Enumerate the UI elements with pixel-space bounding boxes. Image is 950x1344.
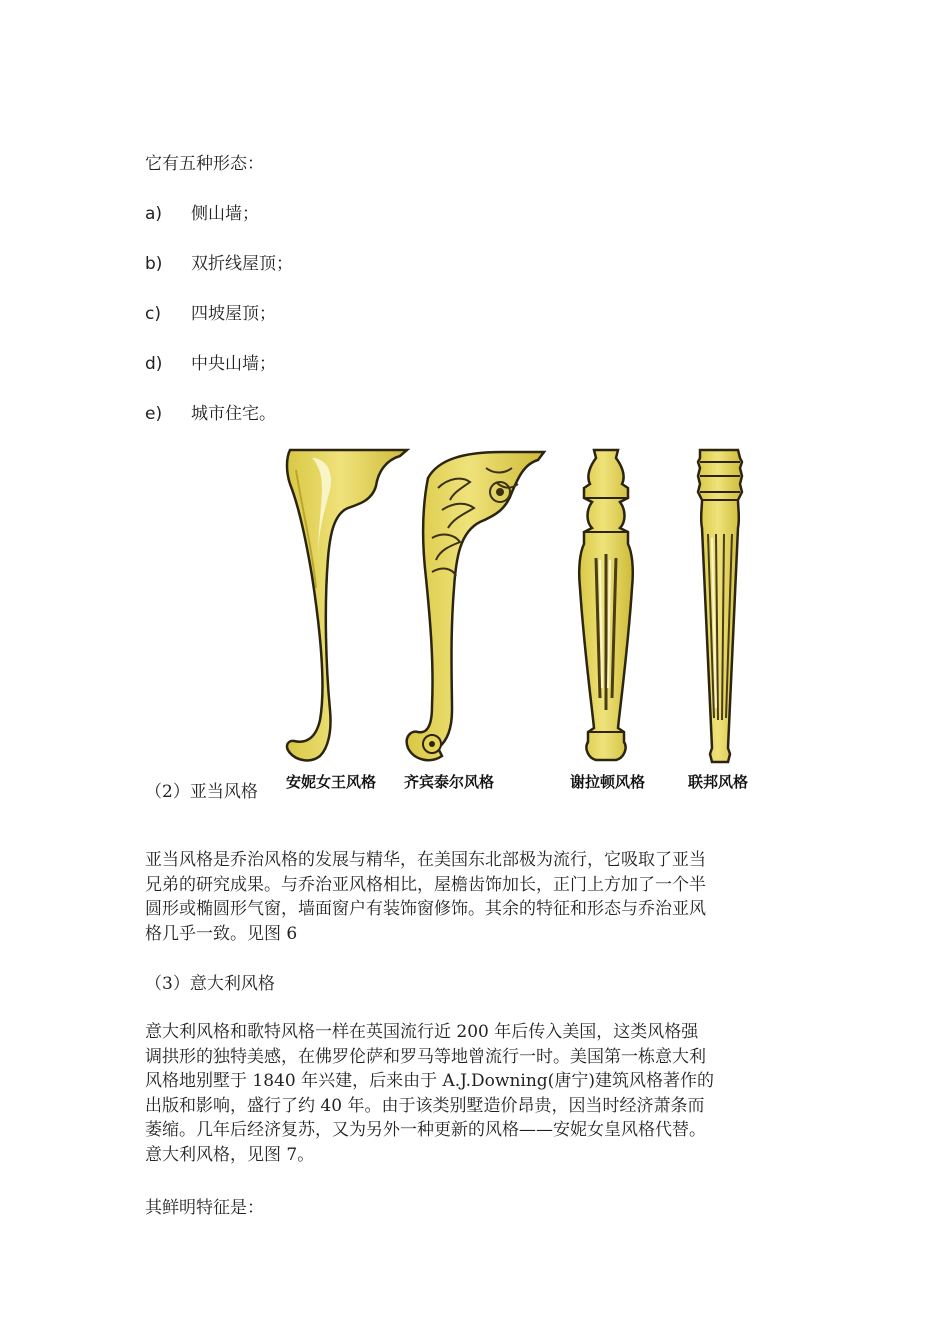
list-item-label: c) xyxy=(145,304,161,324)
list-item xyxy=(145,252,293,276)
list-item-text: 城市住宅。 xyxy=(191,404,276,424)
list-item xyxy=(145,352,276,376)
queen-anne-leg xyxy=(287,450,407,760)
paragraph-line: 兄弟的研究成果。与乔治亚风格相比，屋檐齿饰加长，正门上方加了一个半 xyxy=(145,874,706,895)
list-item-text: 四坡屋顶； xyxy=(191,304,276,324)
paragraph-line: 亚当风格是乔治风格的发展与精华，在美国东北部极为流行，它吸取了亚当 xyxy=(145,850,706,870)
caption-queen-anne: 安妮女王风格 xyxy=(286,773,377,791)
list-item-label: a) xyxy=(145,204,163,224)
caption-sheraton: 谢拉顿风格 xyxy=(570,773,646,791)
caption-federal: 联邦风格 xyxy=(688,773,749,791)
intro-text: 它有五种形态： xyxy=(145,154,264,174)
paragraph-line: 出版和影响，盛行了约 40 年。由于该类别墅造价昂贵，因当时经济萧条而 xyxy=(145,1095,705,1116)
federal-leg xyxy=(698,450,742,762)
sheraton-leg xyxy=(579,450,633,760)
paragraph-line: 意大利风格，见图 7。 xyxy=(145,1144,315,1165)
list-item-text: 中央山墙； xyxy=(191,354,276,374)
list-item-text: 双折线屋顶； xyxy=(191,254,293,274)
list-item-label: b) xyxy=(145,254,163,274)
list-item xyxy=(145,202,259,226)
list-item-label: e) xyxy=(145,404,163,424)
section-heading-italianate: （3）意大利风格 xyxy=(145,974,275,994)
paragraph-line: 格几乎一致。见图 6 xyxy=(145,923,298,944)
paragraph-line: 萎缩。几年后经济复苏，又为另外一种更新的风格——安妮女皇风格代替。 xyxy=(145,1120,706,1140)
closing-text: 其鲜明特征是： xyxy=(145,1198,264,1218)
paragraph-line: 圆形或椭圆形气窗，墙面窗户有装饰窗修饰。其余的特征和形态与乔治亚风 xyxy=(145,899,706,919)
furniture-legs-illustration xyxy=(282,448,762,798)
chippendale-leg xyxy=(407,452,544,760)
list-item xyxy=(145,402,276,426)
paragraph-line: 风格地别墅于 1840 年兴建，后来由于 A.J.Downing(唐宁)建筑风格著作的 xyxy=(145,1071,714,1091)
furniture-legs-figure xyxy=(282,448,762,798)
paragraph-line: 意大利风格和歌特风格一样在英国流行近 200 年后传入美国，这类风格强 xyxy=(145,1022,699,1042)
list-item-text: 侧山墙； xyxy=(191,204,259,224)
section-heading-adam: （2）亚当风格 xyxy=(145,780,262,804)
paragraph-line: 调拱形的独特美感，在佛罗伦萨和罗马等地曾流行一时。美国第一栋意大利 xyxy=(145,1046,706,1067)
list-item-label: d) xyxy=(145,354,163,374)
list-item xyxy=(145,302,276,326)
paragraph-adam-style xyxy=(145,848,815,946)
caption-chippendale: 齐宾泰尔风格 xyxy=(404,773,495,791)
paragraph-italianate-style xyxy=(145,1020,815,1167)
